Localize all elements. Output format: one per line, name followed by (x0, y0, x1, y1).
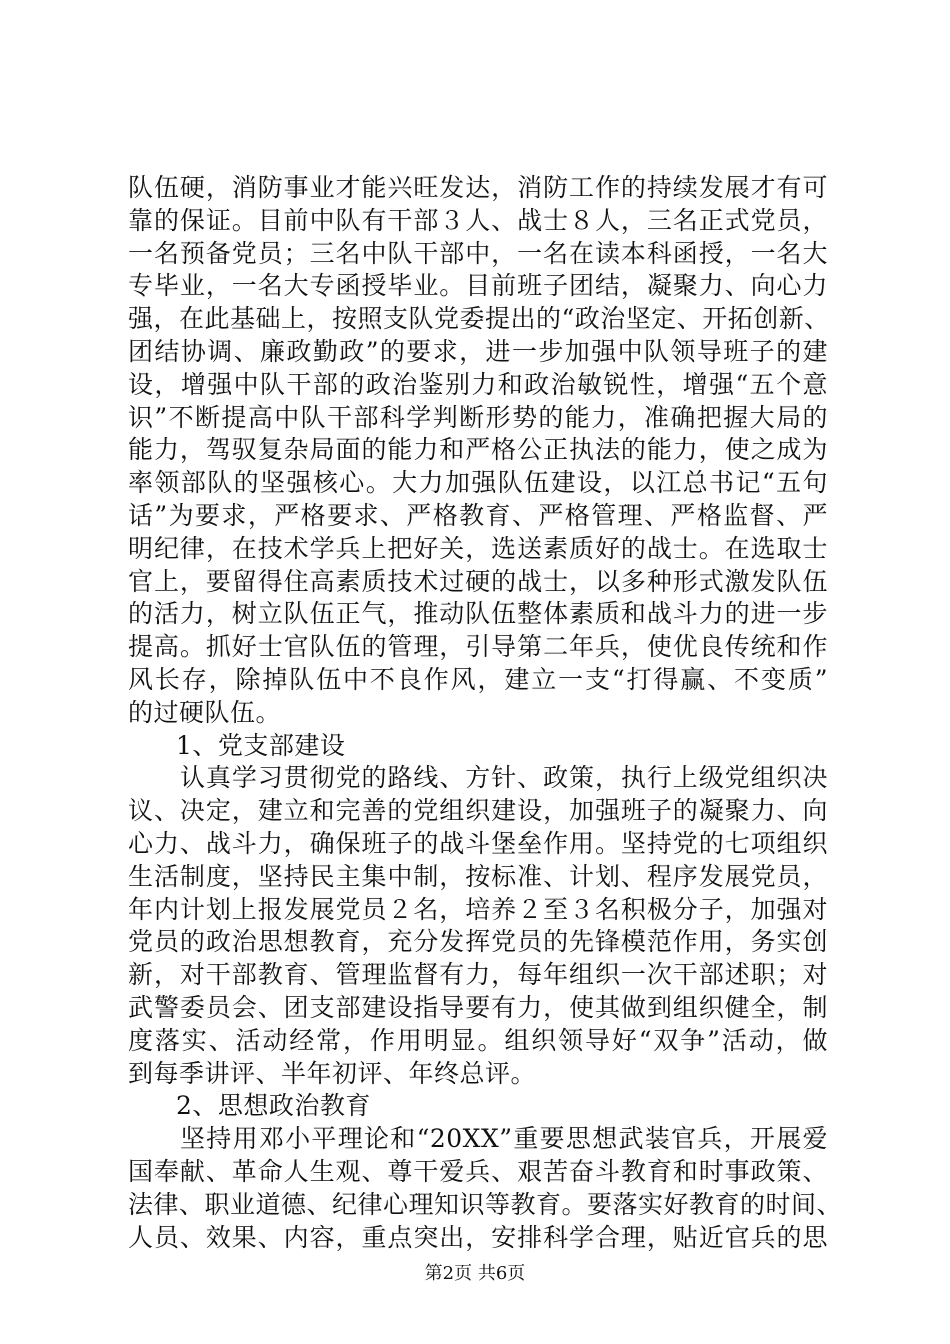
page-number-footer: 第2页 共6页 (424, 1263, 526, 1284)
document-body (128, 172, 843, 1254)
text-line: 年内计划上报发展党员２名，培养２至３名积极分子，加强对 (128, 894, 828, 924)
text-line: 人员、效果、内容，重点突出，安排科学合理，贴近官兵的思 (128, 1222, 828, 1252)
paragraph-1 (128, 172, 828, 730)
text-line: 议、决定，建立和完善的党组织建设，加强班子的凝聚力、向 (128, 796, 828, 826)
text-line: 国奉献、革命人生观、尊干爱兵、艰苦奋斗教育和时事政策、 (128, 1156, 828, 1186)
text-line: 明纪律，在技术学兵上把好关，选送素质好的战士。在选取士 (128, 533, 828, 563)
text-line: 党员的政治思想教育，充分发挥党员的先锋模范作用，务实创 (128, 927, 828, 957)
text-line: 的活力，树立队伍正气，推动队伍整体素质和战斗力的进一步 (128, 599, 828, 629)
text-line: 到每季讲评、半年初评、年终总评。 (128, 1058, 537, 1088)
text-line: 法律、职业道德、纪律心理知识等教育。要落实好教育的时间、 (128, 1189, 843, 1219)
text-line: 的过硬队伍。 (128, 697, 282, 727)
text-line: 武警委员会、团支部建设指导要有力，使其做到组织健全，制 (128, 992, 828, 1022)
paragraph-3 (128, 1123, 843, 1254)
text-line: 官上，要留得住高素质技术过硬的战士，以多种形式激发队伍 (128, 566, 828, 596)
text-line: 坚持用邓小平理论和“20XX”重要思想武装官兵，开展爱 (180, 1124, 828, 1154)
text-line: 提高。抓好士官队伍的管理，引导第二年兵，使优良传统和作 (128, 632, 828, 662)
section-heading-political-education: 2、思想政治教育 (176, 1091, 371, 1121)
section-heading-party-branch: 1、党支部建设 (176, 730, 346, 760)
text-line: 靠的保证。目前中队有干部３人、战士８人，三名正式党员， (128, 205, 828, 235)
paragraph-2 (128, 762, 828, 1090)
text-line: 能力，驾驭复杂局面的能力和严格公正执法的能力，使之成为 (128, 435, 828, 465)
text-line: 风长存，除掉队伍中不良作风，建立一支“打得赢、不变质” (128, 664, 828, 694)
text-line: 认真学习贯彻党的路线、方针、政策，执行上级党组织决 (180, 763, 828, 793)
text-line: 团结协调、廉政勤政”的要求，进一步加强中队领导班子的建 (128, 336, 828, 366)
text-line: 生活制度，坚持民主集中制，按标准、计划、程序发展党员， (128, 861, 828, 891)
text-line: 设，增强中队干部的政治鉴别力和政治敏锐性，增强“五个意 (128, 369, 828, 399)
text-line: 心力、战斗力，确保班子的战斗堡垒作用。坚持党的七项组织 (128, 828, 828, 858)
text-line: 队伍硬，消防事业才能兴旺发达，消防工作的持续发展才有可 (128, 173, 828, 202)
text-line: 一名预备党员；三名中队干部中，一名在读本科函授，一名大 (128, 238, 828, 268)
text-line: 专毕业，一名大专函授毕业。目前班子团结，凝聚力、向心力 (128, 271, 828, 301)
text-line: 强，在此基础上，按照支队党委提出的“政治坚定、开拓创新、 (128, 304, 830, 334)
text-line: 新，对干部教育、管理监督有力，每年组织一次干部述职；对 (128, 960, 828, 990)
text-line: 识”不断提高中队干部科学判断形势的能力，准确把握大局的 (128, 402, 828, 432)
text-line: 率领部队的坚强核心。大力加强队伍建设，以江总书记“五句 (128, 468, 828, 498)
text-line: 度落实、活动经常，作用明显。组织领导好“双争”活动，做 (128, 1025, 828, 1055)
text-line: 话”为要求，严格要求、严格教育、严格管理、严格监督、严 (128, 500, 828, 530)
